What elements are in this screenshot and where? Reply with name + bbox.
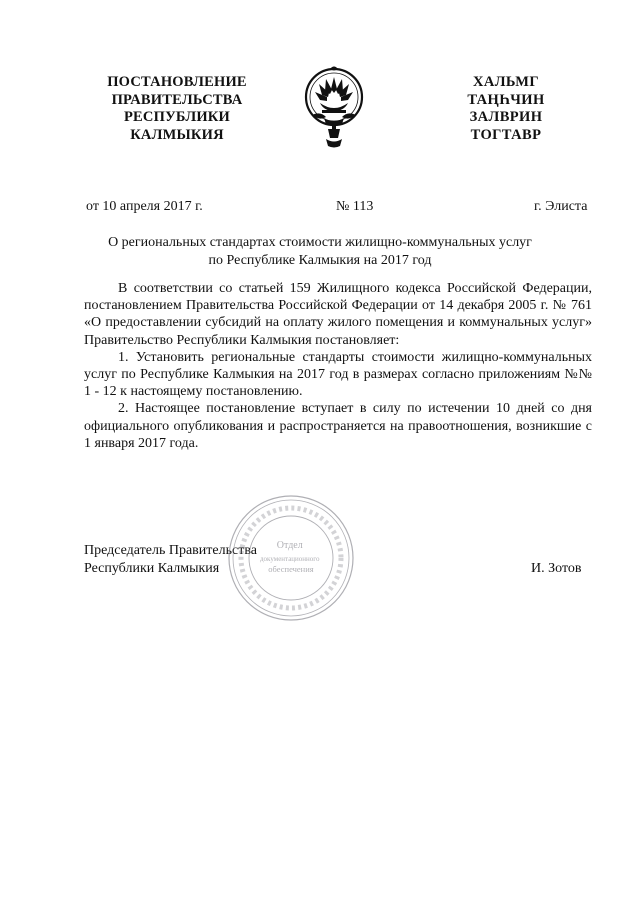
header-right-line: ТАҢҺЧИН	[467, 91, 545, 108]
subject-line: по Республике Калмыкия на 2017 год	[208, 253, 432, 268]
signatory-title-line: Республики Калмыкия	[84, 560, 220, 576]
body-paragraph-item-1: 1. Установить региональные стандарты стоимости жилищно-коммунальных услуг по Республике Калмыкия на 2017 год в размерах согласно приложениям №№ 1 - 12 к настоящему постановлению.	[84, 349, 592, 400]
header-left-line: РЕСПУБЛИКИ	[123, 109, 231, 125]
header-left-line: ПРАВИТЕЛЬСТВА	[111, 91, 243, 108]
body-paragraph-preamble: В соответствии со статьей 159 Жилищного кодекса Российской Федерации, постановлением Правительства Российской Федерации от 14 декабря 2005 г. № 761 «О предоставлении субсидий на оплату жилого помещения и коммунальных услуг» Правительство Республики Калмыкия постановляет:	[84, 281, 592, 348]
stamp-inner-line: обеспечения	[268, 564, 314, 574]
subject-line: О региональных стандартах стоимости жилищно-коммунальных услуг	[108, 235, 532, 250]
stamp-inner-line: Отдел	[276, 540, 303, 551]
document-number: № 113	[336, 199, 374, 214]
signatory-title-line: Председатель Правительства	[84, 543, 257, 558]
official-stamp	[226, 493, 356, 623]
body-paragraph-item-2: 2. Настоящее постановление вступает в силу по истечении 10 дней со дня официального опубликования и распространяется на правоотношения, возникшие с 1 января 2017 года.	[84, 401, 592, 451]
header-left-line: КАЛМЫКИЯ	[130, 126, 224, 143]
svg-text:Отдел документационного	[260, 540, 322, 574]
coat-of-arms-emblem	[302, 63, 366, 153]
document-date: от 10 апреля 2017 г.	[86, 199, 203, 214]
header-right-line: ТОГТАВР	[470, 126, 542, 143]
header-title-russian	[92, 74, 262, 144]
header-right-line: ХАЛЬМГ	[472, 74, 540, 90]
header-left-line: ПОСТАНОВЛЕНИЕ	[107, 74, 247, 90]
document-body	[84, 280, 592, 452]
stamp-inner-line: документационного	[260, 555, 320, 563]
header-right-line: ЗАЛВРИН	[469, 109, 543, 125]
document-subject	[80, 234, 560, 270]
signatory-name: И. Зотов	[531, 561, 582, 576]
header-title-kalmyk	[446, 74, 566, 144]
document-city: г. Элиста	[534, 199, 588, 214]
